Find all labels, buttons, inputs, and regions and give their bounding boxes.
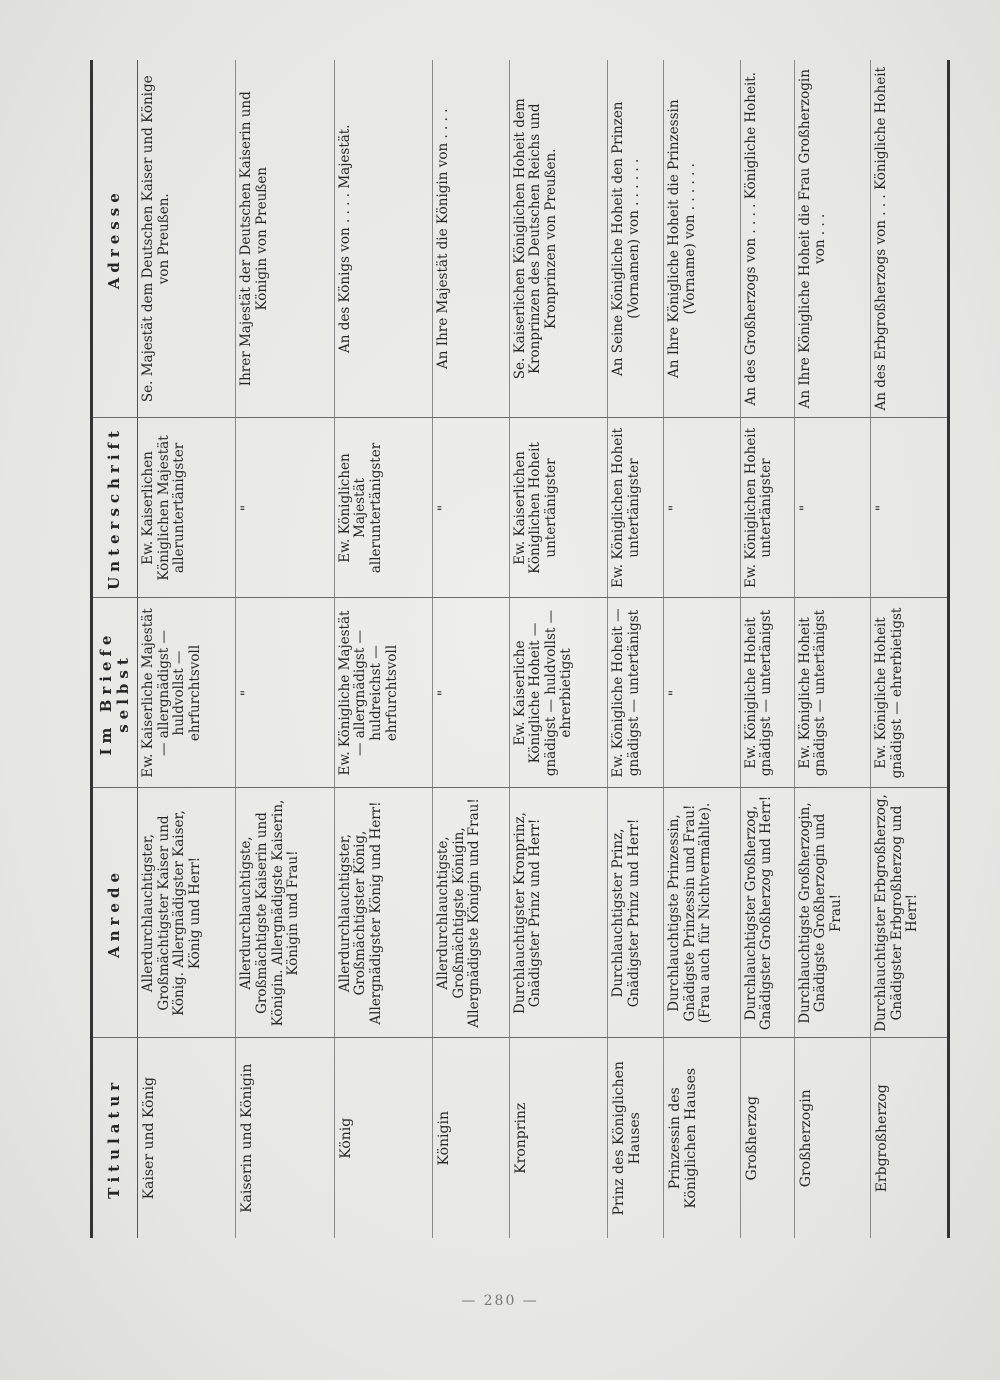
cell-titulatur: Prinzessin des Königlichen Hauses xyxy=(664,1038,740,1238)
page-number: — 280 — xyxy=(461,1293,539,1309)
cell-adresse: Se. Majestät dem Deutschen Kaiser und Könige von Preußen. xyxy=(140,75,172,403)
cell-titulatur: Kaiserin und Königin xyxy=(236,1038,334,1238)
table-row xyxy=(334,60,432,1238)
cell-titulatur: Großherzog xyxy=(740,1038,794,1238)
table-header-row xyxy=(92,60,138,1238)
cell-unterschrift-ditto: " xyxy=(871,418,949,598)
cell-unterschrift-ditto: " xyxy=(433,418,509,598)
titulatur-table xyxy=(90,60,950,1238)
table-row xyxy=(664,60,740,1238)
cell-adresse: An Ihre Majestät die Königin von . . . . xyxy=(435,108,452,369)
header-unterschrift: Unterschrift xyxy=(92,418,138,598)
cell-brief: Ew. Kaiserliche Königliche Hoheit — gnädigst — huldvollst — ehrerbietigst xyxy=(509,598,607,788)
table-row xyxy=(138,60,236,1238)
cell-anrede: Durchlauchtigste Prinzessin, Gnädigste Prinzessin und Frau! (Frau auch für Nichtvermählte). xyxy=(664,788,740,1038)
cell-brief: Ew. Königliche Hoheit gnädigst — untertänigst xyxy=(740,598,794,788)
cell-anrede: Allerdurchlauchtigster, Großmächtigster König, Allergnädigster König und Herr! xyxy=(334,788,432,1038)
cell-brief: Ew. Königliche Majestät — allergnädigst — huldreichst — ehrfurchtsvoll xyxy=(334,598,432,788)
table-row xyxy=(433,60,509,1238)
cell-adresse: An Seine Königliche Hoheit den Prinzen (Vornamen) von . . . . . . xyxy=(610,101,642,377)
cell-anrede: Durchlauchtigster Erbgroßherzog, Gnädigster Erbgroßherzog und Herr! xyxy=(871,788,949,1038)
cell-titulatur: Kaiser und König xyxy=(138,1038,236,1238)
cell-anrede: Allerdurchlauchtigste, Großmächtigste Königin, Allergnädigste Königin und Frau! xyxy=(433,788,509,1038)
cell-adresse: Ihrer Majestät der Deutschen Kaiserin und Königin von Preußen xyxy=(238,91,270,387)
table-row xyxy=(871,60,949,1238)
cell-brief: Ew. Königliche Hoheit gnädigst — ehrerbietigst xyxy=(871,598,949,788)
cell-anrede: Allerdurchlauchtigster, Großmächtigster Kaiser und König. Allergnädigster Kaiser, König und Herr! xyxy=(138,788,236,1038)
table-row xyxy=(608,60,664,1238)
cell-brief: Ew. Königliche Hoheit — gnädigst — untertänigst xyxy=(608,598,664,788)
header-im-briefe-selbst: Im Briefe selbst xyxy=(92,598,138,788)
table-row xyxy=(740,60,794,1238)
cell-unterschrift: Ew. Kaiserlichen Königlichen Majestät alleruntertänigster xyxy=(138,418,236,598)
cell-adresse: An des Königs von . . . . Majestät. xyxy=(336,124,353,354)
table-row xyxy=(509,60,607,1238)
header-adresse: Adresse xyxy=(92,60,138,418)
header-titulatur: Titulatur xyxy=(92,1038,138,1238)
cell-unterschrift: Ew. Königlichen Hoheit untertänigster xyxy=(608,418,664,598)
cell-unterschrift: Ew. Kaiserlichen Königlichen Hoheit untertänigster xyxy=(509,418,607,598)
cell-anrede: Durchlauchtigste Großherzogin, Gnädigste Großherzogin und Frau! xyxy=(794,788,870,1038)
table-row xyxy=(236,60,334,1238)
cell-unterschrift: Ew. Königlichen Hoheit untertänigster xyxy=(740,418,794,598)
cell-anrede: Durchlauchtigster Prinz, Gnädigster Prinz und Herr! xyxy=(608,788,664,1038)
table-row xyxy=(794,60,870,1238)
cell-brief-ditto: " xyxy=(236,598,334,788)
cell-anrede: Allerdurchlauchtigste, Großmächtigste Kaiserin und Königin. Allergnädigste Kaiserin, Königin und Frau! xyxy=(236,788,334,1038)
cell-unterschrift-ditto: " xyxy=(664,418,740,598)
cell-titulatur: Prinz des Königlichen Hauses xyxy=(608,1038,664,1238)
cell-brief: Ew. Königliche Hoheit gnädigst — untertänigst xyxy=(794,598,870,788)
cell-brief: Ew. Kaiserliche Majestät — allergnädigst — huldvollst — ehrfurchtsvoll xyxy=(138,598,236,788)
cell-anrede: Durchlauchtigster Großherzog, Gnädigster Großherzog und Herr! xyxy=(740,788,794,1038)
cell-adresse: An des Großherzogs von . . . . Königliche Hoheit. xyxy=(742,71,759,406)
header-anrede: Anrede xyxy=(92,788,138,1038)
cell-unterschrift-ditto: " xyxy=(236,418,334,598)
cell-unterschrift: Ew. Königlichen Majestät alleruntertänigster xyxy=(334,418,432,598)
cell-titulatur: Erbgroßherzog xyxy=(871,1038,949,1238)
cell-titulatur: Kronprinz xyxy=(509,1038,607,1238)
cell-adresse: An des Erbgroßherzogs von . . . Königliche Hoheit xyxy=(873,67,890,411)
cell-titulatur: Großherzogin xyxy=(794,1038,870,1238)
cell-brief-ditto: " xyxy=(433,598,509,788)
cell-anrede: Durchlauchtigster Kronprinz, Gnädigster Prinz und Herr! xyxy=(509,788,607,1038)
cell-unterschrift-ditto: " xyxy=(794,418,870,598)
cell-adresse: An Ihre Königliche Hoheit die Frau Großherzogin von . . . xyxy=(796,69,829,409)
cell-brief-ditto: " xyxy=(664,598,740,788)
cell-titulatur: König xyxy=(334,1038,432,1238)
rotated-table-container xyxy=(90,60,950,1238)
cell-adresse: An Ihre Königliche Hoheit die Prinzessin (Vorname) von . . . . . . xyxy=(666,99,698,379)
cell-adresse: Se. Kaiserlichen Königlichen Hoheit dem Kronprinzen des Deutschen Reichs und Kronprinzen von Preußen. xyxy=(511,98,559,380)
cell-titulatur: Königin xyxy=(433,1038,509,1238)
